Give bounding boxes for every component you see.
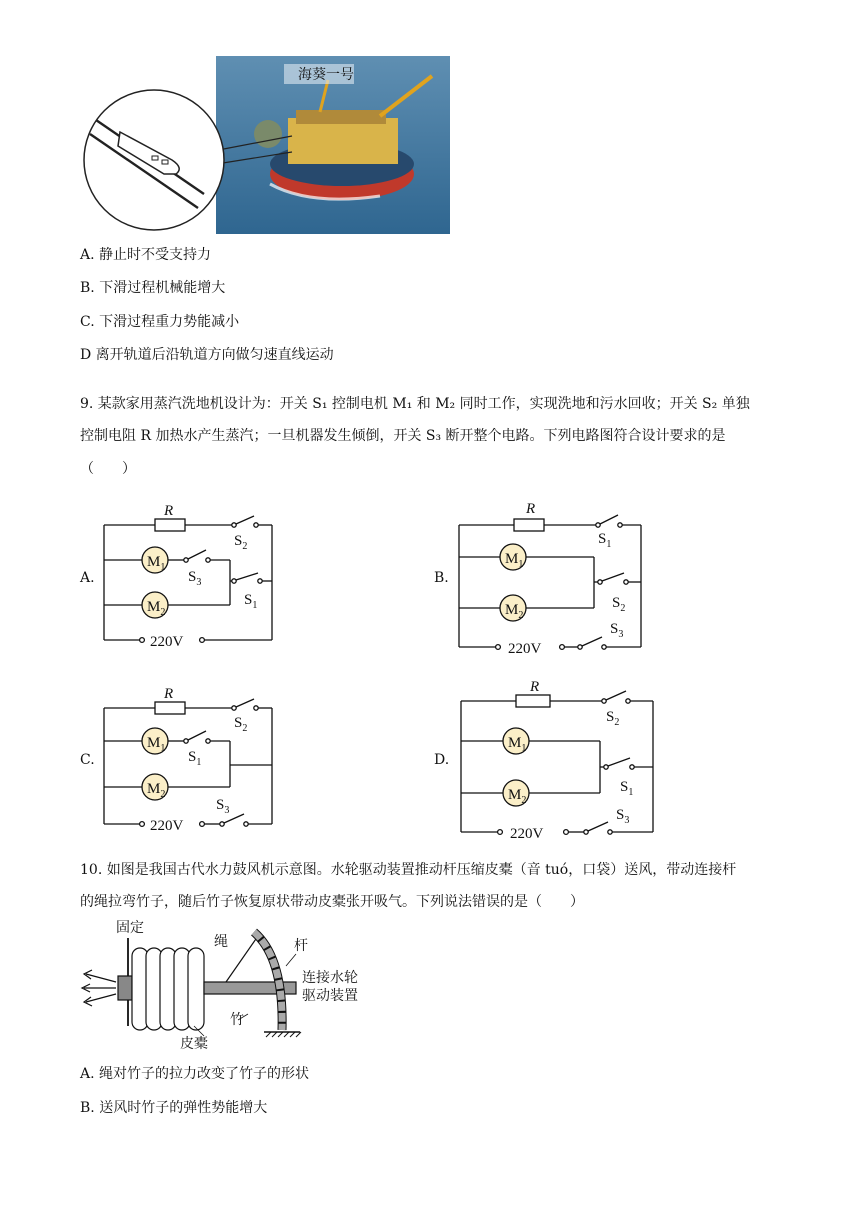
label-fixed: 固定	[116, 921, 144, 936]
d-m2-label: $M_2$	[508, 787, 527, 806]
b-s3-label: $S_3$	[610, 621, 624, 640]
label-link-1: 连接水轮	[302, 971, 358, 986]
label-link-2: 驱动装置	[302, 989, 358, 1004]
a-s1-label: $S_1$	[244, 592, 258, 611]
circuit-c-label[interactable]: C.	[80, 752, 95, 768]
b-m1-label: $M_1$	[505, 551, 524, 570]
c-s2-label: $S_2$	[234, 715, 248, 734]
c-m1-label: $M_1$	[147, 735, 166, 754]
leather-bag	[132, 948, 204, 1030]
q8-illustration	[80, 56, 452, 236]
circuit-a-label[interactable]: A.	[80, 570, 95, 586]
photo-caption: 海葵一号	[298, 67, 354, 83]
q8-option-d[interactable]: D 离开轨道后沿轨道方向做匀速直线运动	[80, 347, 334, 363]
b-resistor-label: R	[526, 501, 536, 517]
q9-stem-line2: 控制电阻 R 加热水产生蒸汽；一旦机器发生倾倒，开关 S₃ 断开整个电路。下列电路图符合设计要求的是	[80, 428, 726, 444]
q8-option-a[interactable]: A. 静止时不受支持力	[80, 247, 212, 263]
a-s2-label: $S_2$	[234, 533, 248, 552]
a-s3-label: $S_3$	[188, 569, 202, 588]
d-m1-label: $M_1$	[508, 735, 527, 754]
d-resistor-label: R	[530, 679, 540, 695]
q10-stem-line1: 10. 如图是我国古代水力鼓风机示意图。水轮驱动装置推动杆压缩皮橐（音 tuó，口袋）送风，带动连接杆	[80, 862, 737, 878]
q10-option-a[interactable]: A. 绳对竹子的拉力改变了竹子的形状	[80, 1066, 310, 1082]
a-voltage-label: 220V	[150, 634, 184, 650]
nozzle	[118, 976, 132, 1000]
q9-stem-line1: 9. 某款家用蒸汽洗地机设计为：开关 S₁ 控制电机 M₁ 和 M₂ 同时工作，实现洗地和污水回收；开关 S₂ 单独	[80, 396, 750, 412]
c-resistor-label: R	[164, 686, 174, 702]
label-rope: 绳	[214, 935, 228, 950]
c-s3-label: $S_3$	[216, 797, 230, 816]
q9-stem-line3: （ ）	[80, 461, 136, 477]
b-s1-label: $S_1$	[598, 531, 612, 550]
d-s3-label: $S_3$	[616, 807, 630, 826]
b-s2-label: $S_2$	[612, 595, 626, 614]
circuit-d-label[interactable]: D.	[434, 752, 450, 768]
circuit-b-label[interactable]: B.	[434, 570, 449, 586]
b-voltage-label: 220V	[508, 641, 542, 657]
q10-stem-line2: 的绳拉弯竹子，随后竹子恢复原状带动皮橐张开吸气。下列说法错误的是（ ）	[80, 894, 584, 910]
q8-option-c[interactable]: C. 下滑过程重力势能减小	[80, 314, 240, 330]
c-s1-label: $S_1$	[188, 749, 202, 768]
q8-option-b[interactable]: B. 下滑过程机械能增大	[80, 280, 226, 296]
q8-figure	[80, 56, 452, 236]
q9-circuits	[0, 495, 868, 855]
d-voltage-label: 220V	[510, 826, 544, 842]
d-s1-label: $S_1$	[620, 779, 634, 798]
q10-bellows-figure	[76, 918, 376, 1053]
b-m2-label: $M_2$	[505, 602, 524, 621]
a-m2-label: $M_2$	[147, 599, 166, 618]
q10-option-b[interactable]: B. 送风时竹子的弹性势能增大	[80, 1100, 268, 1116]
a-m1-label: $M_1$	[147, 554, 166, 573]
d-s2-label: $S_2$	[606, 709, 620, 728]
c-m2-label: $M_2$	[147, 781, 166, 800]
rope	[226, 936, 258, 982]
label-bamboo: 竹	[230, 1013, 244, 1028]
label-bag: 皮橐	[180, 1037, 208, 1052]
c-voltage-label: 220V	[150, 818, 184, 834]
label-rod: 杆	[294, 939, 308, 954]
a-resistor-label: R	[164, 503, 174, 519]
